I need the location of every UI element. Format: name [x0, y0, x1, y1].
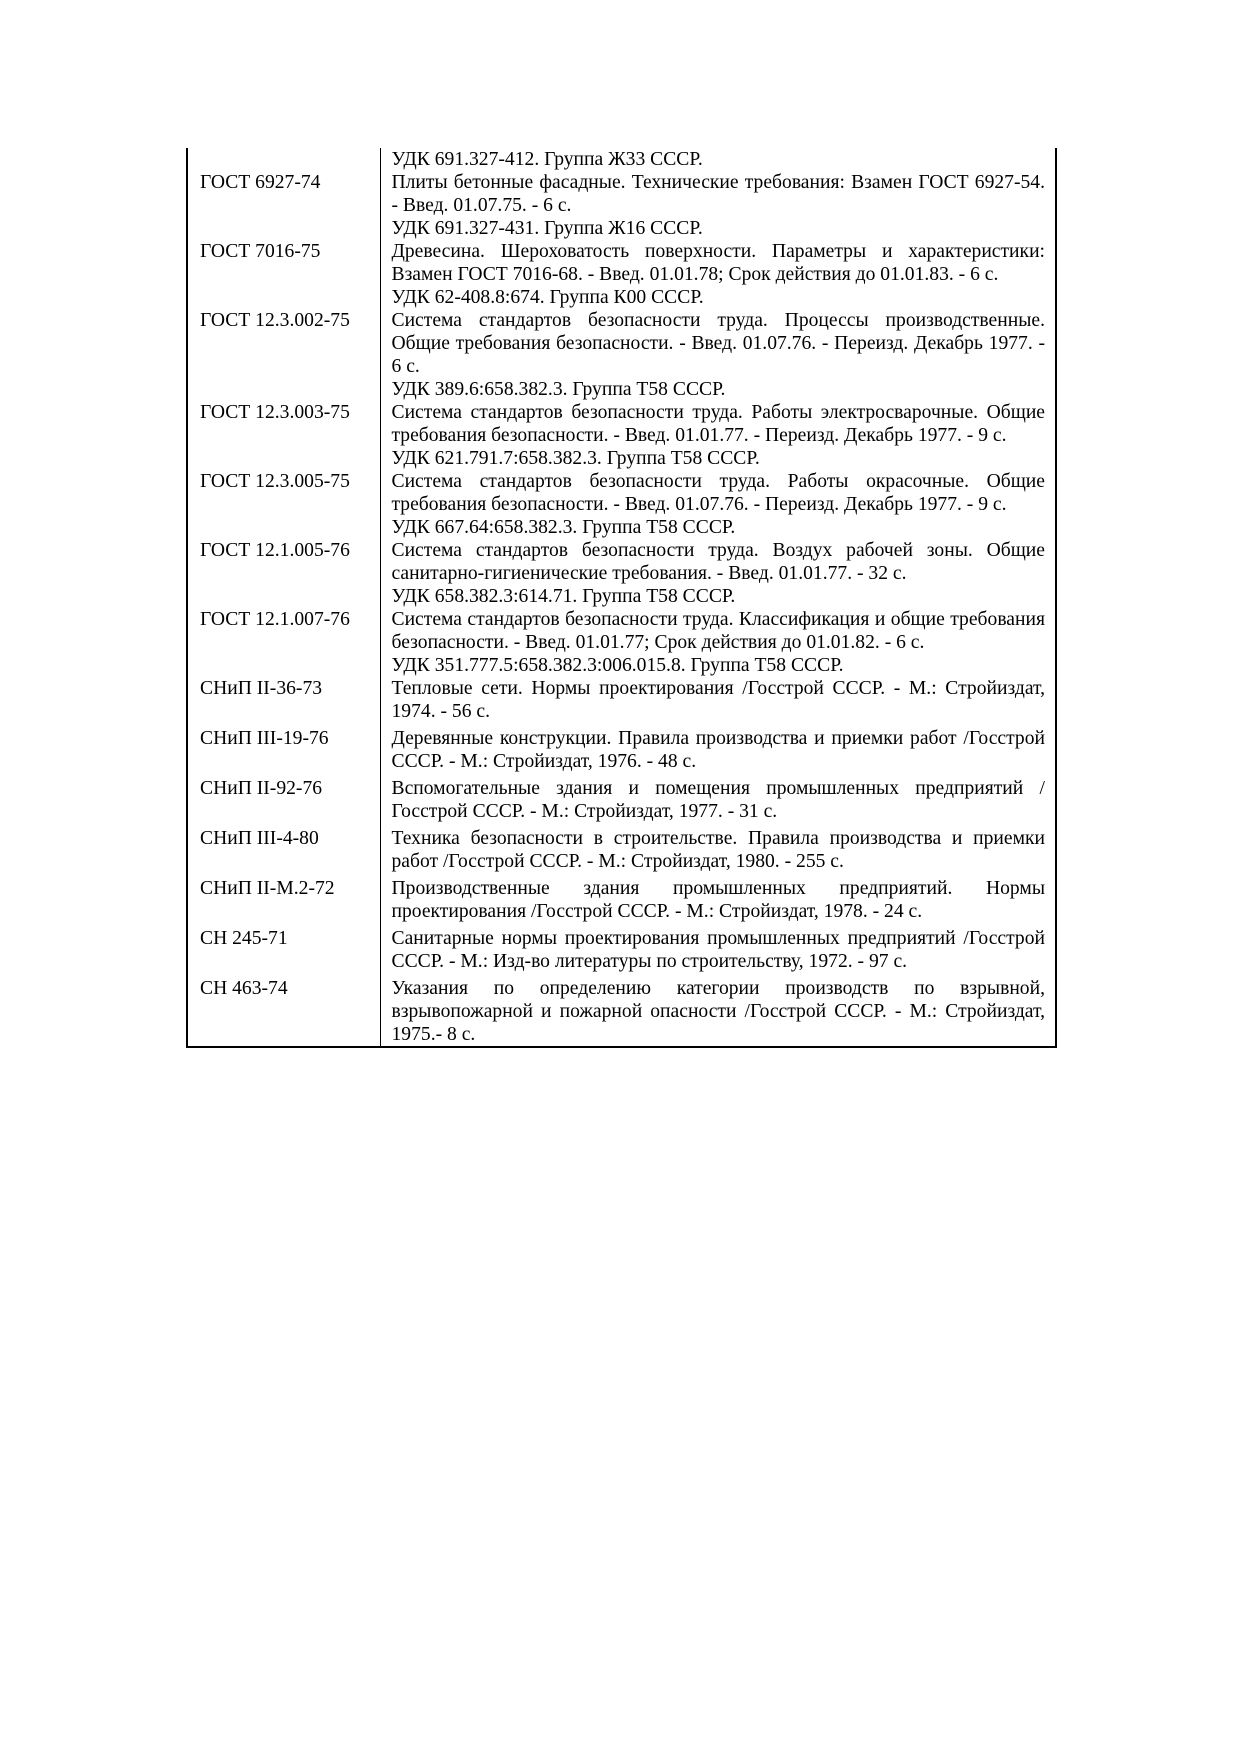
udk-line: УДК 621.791.7:658.382.3. Группа Т58 СССР. [391, 448, 760, 469]
standard-description-cell [380, 927, 1056, 973]
table-row [187, 727, 1056, 773]
standard-description: Санитарные нормы проектирования промышленных предприятий /Госстрой СССР. - М.: Изд-во литературы по строительству, 1972. - 97 с. [391, 928, 1045, 972]
standard-description: Плиты бетонные фасадные. Технические требования: Взамен ГОСТ 6927-54. - Введ. 01.07.75. - 6 с. [391, 172, 1045, 216]
standard-code: СНиП II-92-76 [187, 777, 380, 823]
table-row [187, 171, 1056, 240]
table-row [187, 309, 1056, 401]
table-row [187, 240, 1056, 309]
udk-cell [380, 148, 1056, 171]
udk-line: УДК 658.382.3:614.71. Группа Т58 СССР. [391, 586, 736, 607]
table-row [187, 927, 1056, 973]
standard-code: ГОСТ 12.3.005-75 [187, 470, 380, 539]
standard-description: Тепловые сети. Нормы проектирования /Госстрой СССР. - М.: Стройиздат, 1974. - 56 с. [391, 678, 1045, 722]
table-row [187, 677, 1056, 723]
table-row-top-udk [187, 148, 1056, 171]
table-row [187, 608, 1056, 677]
standard-description-cell [380, 727, 1056, 773]
standard-code: СН 463-74 [187, 977, 380, 1047]
standard-description: Система стандартов безопасности труда. Работы окрасочные. Общие требования безопасности. - Введ. 01.07.76. - Переизд. Декабрь 1977. - 9 с. [391, 471, 1045, 515]
code-cell-empty [187, 148, 380, 171]
standard-description: Техника безопасности в строительстве. Правила производства и приемки работ /Госстрой СССР. - М.: Стройиздат, 1980. - 255 с. [391, 828, 1045, 872]
udk-line: УДК 691.327-412. Группа Ж33 СССР. [391, 149, 703, 170]
standard-description-cell [380, 401, 1056, 470]
standard-description-cell [380, 827, 1056, 873]
standard-description-cell [380, 470, 1056, 539]
standard-description: Система стандартов безопасности труда. Работы электросварочные. Общие требования безопасности. - Введ. 01.01.77. - Переизд. Декабрь 1977. - 9 с. [391, 402, 1045, 446]
standard-description: Производственные здания промышленных предприятий. Нормы проектирования /Госстрой СССР. - М.: Стройиздат, 1978. - 24 с. [391, 878, 1045, 922]
table-row [187, 827, 1056, 873]
udk-line: УДК 691.327-431. Группа Ж16 СССР. [391, 218, 703, 239]
udk-line: УДК 667.64:658.382.3. Группа Т58 СССР. [391, 517, 736, 538]
standard-description: Вспомогательные здания и помещения промышленных предприятий /Госстрой СССР. - М.: Стройиздат, 1977. - 31 с. [391, 778, 1045, 822]
standard-code: ГОСТ 7016-75 [187, 240, 380, 309]
table-row [187, 539, 1056, 608]
references-table-body [187, 148, 1056, 1047]
udk-line: УДК 389.6:658.382.3. Группа Т58 СССР. [391, 379, 726, 400]
standard-description-cell [380, 539, 1056, 608]
udk-line: УДК 62-408.8:674. Группа К00 СССР. [391, 287, 704, 308]
standard-code: СН 245-71 [187, 927, 380, 973]
table-row [187, 977, 1056, 1047]
standard-description: Указания по определению категории производств по взрывной, взрывопожарной и пожарной опасности /Госстрой СССР. - М.: Стройиздат, 1975.- 8 с. [391, 978, 1045, 1045]
standard-code: ГОСТ 6927-74 [187, 171, 380, 240]
standard-description-cell [380, 977, 1056, 1047]
standard-description: Деревянные конструкции. Правила производства и приемки работ /Госстрой СССР. - М.: Стройиздат, 1976. - 48 с. [391, 728, 1045, 772]
standard-description-cell [380, 309, 1056, 401]
standard-description-cell [380, 240, 1056, 309]
standard-code: СНиП III-19-76 [187, 727, 380, 773]
standard-description-cell [380, 777, 1056, 823]
udk-line: УДК 351.777.5:658.382.3:006.015.8. Группа Т58 СССР. [391, 655, 844, 676]
table-row [187, 401, 1056, 470]
standard-description: Система стандартов безопасности труда. Процессы производственные. Общие требования безопасности. - Введ. 01.07.76. - Переизд. Декабрь 1977. - 6 с. [391, 310, 1045, 377]
standard-description-cell [380, 877, 1056, 923]
table-row [187, 470, 1056, 539]
references-table [186, 148, 1057, 1048]
table-row [187, 777, 1056, 823]
standard-description-cell [380, 677, 1056, 723]
standard-description-cell [380, 171, 1056, 240]
table-row [187, 877, 1056, 923]
standard-description: Система стандартов безопасности труда. Воздух рабочей зоны. Общие санитарно-гигиенические требования. - Введ. 01.01.77. - 32 с. [391, 540, 1045, 584]
standard-description: Древесина. Шероховатость поверхности. Параметры и характеристики: Взамен ГОСТ 7016-68. - Введ. 01.01.78; Срок действия до 01.01.83. - 6 с. [391, 241, 1045, 285]
standard-code: ГОСТ 12.1.005-76 [187, 539, 380, 608]
standard-code: ГОСТ 12.3.002-75 [187, 309, 380, 401]
standard-code: ГОСТ 12.3.003-75 [187, 401, 380, 470]
standard-description-cell [380, 608, 1056, 677]
standard-code: ГОСТ 12.1.007-76 [187, 608, 380, 677]
standard-code: СНиП II-М.2-72 [187, 877, 380, 923]
standard-code: СНиП II-36-73 [187, 677, 380, 723]
standard-description: Система стандартов безопасности труда. Классификация и общие требования безопасности. - Введ. 01.01.77; Срок действия до 01.01.82. - 6 с. [391, 609, 1045, 653]
standard-code: СНиП III-4-80 [187, 827, 380, 873]
